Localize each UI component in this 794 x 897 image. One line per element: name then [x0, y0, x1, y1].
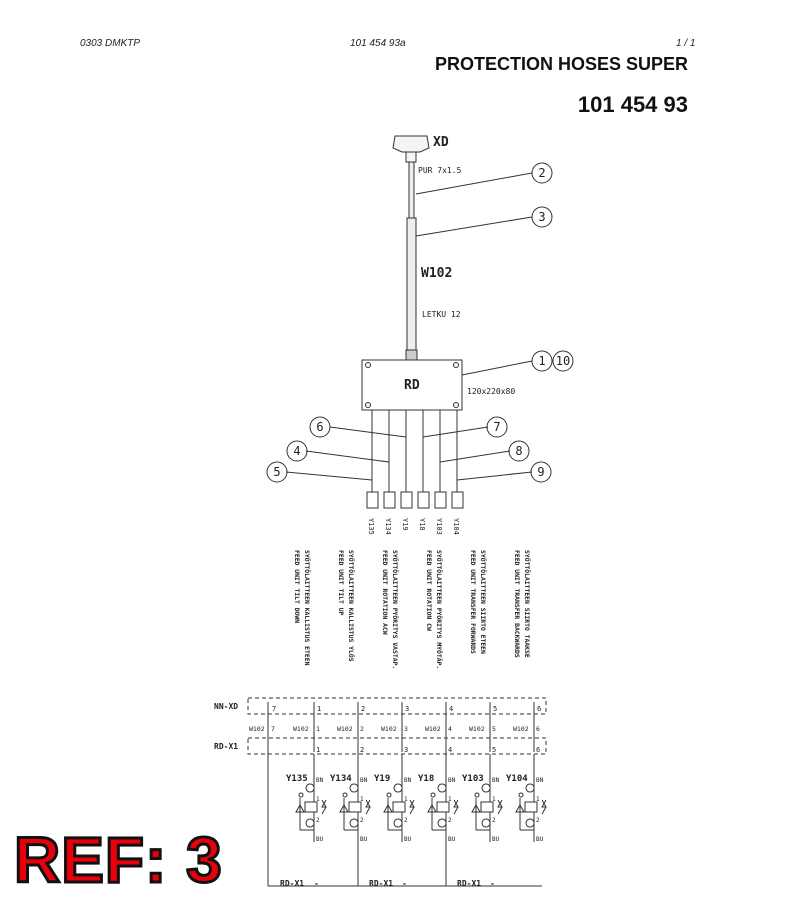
- nn-term-2: 2: [361, 705, 366, 713]
- w102-label: W102: [425, 725, 441, 733]
- function-en-6: FEED UNIT TRANSFER BACKWARDS: [513, 550, 521, 658]
- valve-3: [374, 754, 414, 843]
- bu-label: BU: [404, 836, 412, 843]
- valve-label: Y135: [286, 774, 308, 784]
- doc-code: 0303 DMKTP: [80, 38, 141, 49]
- callout-6: 6: [316, 420, 324, 434]
- pin2-label: 2: [360, 817, 364, 824]
- xd-label: XD: [433, 135, 449, 150]
- function-fi-2: SYÖTTÖLAITTEEN KALLISTUS YLÖS: [347, 550, 355, 662]
- function-en-5: FEED UNIT TRANSFER FORWARDS: [469, 550, 477, 654]
- w102-num: 4: [448, 725, 452, 733]
- valve-2: [330, 754, 370, 843]
- valve-top-y103: Y103: [435, 518, 443, 535]
- valve-top-y19: Y19: [401, 518, 409, 531]
- callout-10: 10: [555, 354, 571, 368]
- function-en-3: FEED UNIT ROTATION ACW: [381, 550, 389, 635]
- callout-1: 1: [538, 354, 546, 368]
- nn-term-6: 6: [537, 705, 542, 713]
- valve-label: Y134: [330, 774, 352, 784]
- valve-label: Y104: [506, 774, 528, 784]
- bn-label: BN: [360, 777, 368, 784]
- bn-label: BN: [316, 777, 324, 784]
- function-fi-3: SYÖTTÖLAITTEEN PYÖRITYS VASTAP.: [391, 550, 399, 670]
- doc-revision: 101 454 93a: [350, 38, 406, 49]
- rd-x1-bottom-dash-3: -: [490, 879, 495, 888]
- w102-label: W102: [249, 725, 265, 733]
- nn-xd-label: NN-XD: [214, 702, 239, 711]
- w102-num: 7: [271, 725, 275, 733]
- cable-spec: PUR 7x1.5: [418, 166, 462, 175]
- rd-x1-bottom-dash-1: -: [314, 879, 319, 888]
- callout-3: 3: [538, 210, 546, 224]
- callout-4: 4: [293, 444, 301, 458]
- valve-top-y135: Y135: [367, 518, 375, 535]
- rd-term-2: 2: [360, 746, 365, 754]
- bu-label: BU: [316, 836, 324, 843]
- w102-num: 1: [316, 725, 320, 733]
- function-fi-5: SYÖTTÖLAITTEEN SIIRTO ETEEN: [479, 550, 487, 654]
- pin2-label: 2: [492, 817, 496, 824]
- bu-label: BU: [360, 836, 368, 843]
- w102-num: 3: [404, 725, 408, 733]
- w102-num: 5: [492, 725, 496, 733]
- callout-8: 8: [515, 444, 523, 458]
- function-fi-6: SYÖTTÖLAITTEEN SIIRTO TAAKSE: [523, 550, 531, 658]
- bn-label: BN: [404, 777, 412, 784]
- rd-x1-bottom-1: RD-X1: [280, 879, 305, 888]
- nn-term-7: 7: [272, 705, 277, 713]
- nn-xd-strip: [248, 698, 546, 714]
- valve-4: [418, 754, 458, 843]
- page-count: 1 / 1: [676, 38, 696, 49]
- bn-label: BN: [536, 777, 544, 784]
- pin1-label: 1: [360, 796, 364, 803]
- nn-term-4: 4: [449, 705, 454, 713]
- rd-term-4: 4: [448, 746, 453, 754]
- pin1-label: 1: [448, 796, 452, 803]
- valve-top-y104: Y104: [452, 518, 460, 535]
- w102-label: W102: [337, 725, 353, 733]
- pin1-label: 1: [536, 796, 540, 803]
- nn-term-1: 1: [317, 705, 322, 713]
- rd-label: RD: [404, 378, 420, 393]
- w102-label: W102: [469, 725, 485, 733]
- bu-label: BU: [492, 836, 500, 843]
- pin2-label: 2: [316, 817, 320, 824]
- valve-5: [462, 754, 502, 843]
- valve-label: Y18: [418, 774, 435, 784]
- function-en-4: FEED UNIT ROTATION CW: [425, 550, 433, 631]
- w102-label: W102: [293, 725, 309, 733]
- pin2-label: 2: [448, 817, 452, 824]
- rd-x1-bottom-3: RD-X1: [457, 879, 482, 888]
- rd-term-5: 5: [492, 746, 497, 754]
- callout-5: 5: [273, 465, 281, 479]
- page-title: PROTECTION HOSES SUPER: [434, 54, 688, 74]
- box-size: 120x220x80: [467, 387, 516, 396]
- part-number: 101 454 93: [577, 92, 688, 117]
- w102-label: W102: [381, 725, 397, 733]
- w102-label: W102: [513, 725, 529, 733]
- valve-label: Y103: [462, 774, 484, 784]
- hose: [407, 218, 416, 352]
- valve-6: [506, 754, 546, 843]
- pur-cable: [409, 162, 414, 218]
- bn-label: BN: [448, 777, 456, 784]
- valve-top-y18: Y18: [418, 518, 426, 531]
- function-en-1: FEED UNIT TILT DOWN: [293, 550, 301, 624]
- rd-term-6: 6: [536, 746, 541, 754]
- hose-spec: LETKU 12: [422, 310, 461, 319]
- bu-label: BU: [536, 836, 544, 843]
- rd-term-1: 1: [316, 746, 321, 754]
- nn-term-5: 5: [493, 705, 498, 713]
- callout-9: 9: [537, 465, 545, 479]
- function-en-2: FEED UNIT TILT UP: [337, 550, 345, 616]
- w102-num: 2: [360, 725, 364, 733]
- bn-label: BN: [492, 777, 500, 784]
- pin1-label: 1: [404, 796, 408, 803]
- function-fi-1: SYÖTTÖLAITTEEN KALLISTUS ETEEN: [303, 550, 311, 666]
- w102-num: 6: [536, 725, 540, 733]
- ref-stamp: REF: 3: [14, 824, 223, 896]
- valve-label: Y19: [374, 774, 391, 784]
- valve-top-y134: Y134: [384, 518, 392, 535]
- nn-term-3: 3: [405, 705, 410, 713]
- function-fi-4: SYÖTTÖLAITTEEN PYÖRITYS MYÖTÄP.: [435, 550, 443, 670]
- rd-x1-bottom-2: RD-X1: [369, 879, 394, 888]
- pin1-label: 1: [492, 796, 496, 803]
- pin1-label: 1: [316, 796, 320, 803]
- valve-1: [286, 754, 326, 843]
- callout-2: 2: [538, 166, 546, 180]
- rd-x1-label: RD-X1: [214, 742, 239, 751]
- rd-x1-bottom-dash-2: -: [402, 879, 407, 888]
- bu-label: BU: [448, 836, 456, 843]
- callout-7: 7: [493, 420, 501, 434]
- pin2-label: 2: [536, 817, 540, 824]
- pin2-label: 2: [404, 817, 408, 824]
- xd-connector-icon: [393, 136, 429, 152]
- rd-term-3: 3: [404, 746, 409, 754]
- cable-name: W102: [421, 266, 453, 281]
- rd-x1-strip: [248, 738, 546, 754]
